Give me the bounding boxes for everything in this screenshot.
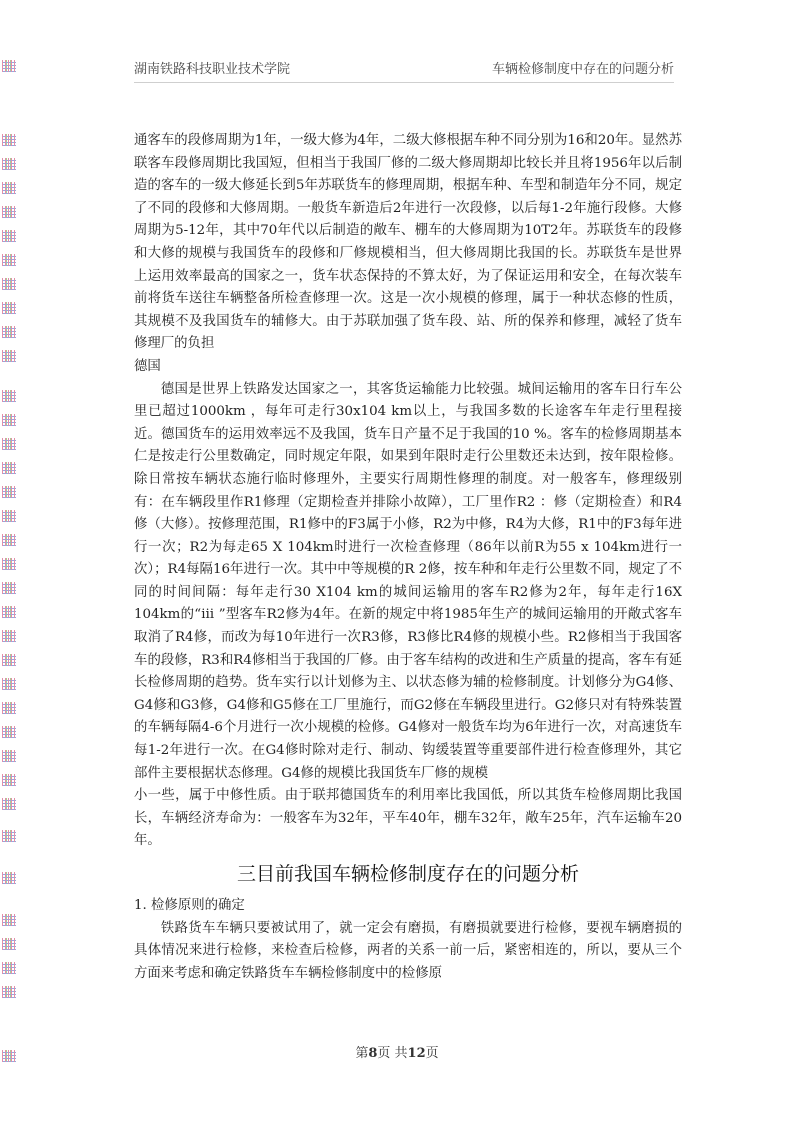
paragraph-inspection-principles: 铁路货车车辆只要被试用了，就一定会有磨损，有磨损就要进行检修，要视车辆磨损的具体情况来进行检修，来检查后检修，两者的关系一前一后，紧密相连的，所以，要从三个方面来考虑和确定铁路货车车辆检修制度中的检修原 (134, 920, 682, 981)
margin-noise (2, 60, 18, 1060)
subsection-title: 1. 检修原则的确定 (134, 898, 245, 913)
footer-page-total: 12 (407, 1046, 426, 1061)
margin-glyph (2, 702, 16, 714)
margin-glyph (2, 630, 16, 642)
margin-glyph (2, 582, 16, 594)
footer-middle: 页 共 (377, 1046, 408, 1061)
margin-glyph (2, 182, 16, 194)
margin-glyph (2, 606, 16, 618)
margin-glyph (2, 678, 16, 690)
header-institution: 湖南铁路科技职业技术学院 (134, 61, 291, 77)
header-document-title: 车辆检修制度中存在的问题分析 (491, 61, 674, 77)
page-footer (0, 1042, 794, 1061)
margin-glyph (2, 486, 16, 498)
margin-glyph (2, 278, 16, 290)
margin-glyph (2, 534, 16, 546)
paragraph-germany-continued: 小一些，属于中修性质。由于联邦德国货车的利用率比我国低，所以其货车检修周期比我国长，车辆经济寿命为：一般客车为32年，平车40年，棚车32年，敞车25年，汽车运输车20年。 (134, 788, 682, 849)
paragraph-germany: 德国是世界上铁路发达国家之一，其客货运输能力比较强。城间运输用的客车日行车公里已超过1000km ，每年可走行30x104 km以上，与我国多数的长途客车年走行里程接近。德国货车的运用效率远不及我国，货车日产量不足于我国的10 %。客车的检修周期基本仁是按走行公里数确定，同时规定年限，如果到年限时走行公里数还未达到，按年限检修。除日常按车辆状态施行临时修理外，主要实行周期性修理的制度。对一般客车，修理级别有：在车辆段里作R1修理（定期检查并排除小故障），工厂里作R2 ：修（定期检查）和R4修（大修）。按修理范围，R1修中的F3属于小修，R2为中修，R4为大修，R1中的F3每年进行一次；R2为每走65 X 104km时进行一次检查修理（86年以前R为55 x 104km进行一次）；R4每隔16年进行一次。其中中等规模的R 2修，按车种和年走行公里数不同，规定了不同的时间间隔：每年走行30 X104 km的城间运输用的客车R2修为2年，每年走行16X 104km的“ⅲ ”型客车R2修为4年。在新的规定中将1985年生产的城间运输用的开敞式客车取消了R4修，而改为每10年进行一次R3修，R3修比R4修的规模小些。R2修相当于我国客车的段修，R3和R4修相当于我国的厂修。由于客车结构的改进和生产质量的提高，客车有延长检修周期的趋势。货车实行以计划修为主、以状态修为辅的检修制度。计划修分为G4修、G4修和G3修，G4修和G5修在工厂里施行，而G2修在车辆段里进行。G2修只对有特殊装置的车辆每隔4-6个月进行一次小规模的检修。G4修对一般货车均为6年进行一次，对高速货车每1-2年进行一次。在G4修时除对走行、制动、钩缓装置等重要部件进行检查修理外，其它部件主要根据状态修理。G4修的规模比我国货车厂修的规模 (134, 381, 682, 781)
margin-glyph (2, 206, 16, 218)
paragraph-soviet-periods: 通客车的段修周期为1年，一级大修为4年，二级大修根据车种不同分别为16和20年。显然苏联客车段修周期比我国短，但相当于我国厂修的二级大修周期却比较长并且将1956年以后制造的客车的一级大修延长到5年苏联货车的修理周期，根据车种、车型和制造年分不同，规定了不同的段修和大修周期。一般货车新造后2年进行一次段修，以后每1-2年施行段修。大修周期为5-12年，其中70年代以后制造的敞车、棚车的大修周期为10T2年。苏联货车的段修和大修的规模与我国货车的段修和厂修规模相当，但大修周期比我国的长。苏联货车是世界上运用效率最高的国家之一，货车状态保持的不算太好，为了保证运用和安全，在每次装车前将货车送往车辆整备所检查修理一次。这是一次小规模的修理，属于一种状态修的性质，其规模不及我国货车的辅修大。由于苏联加强了货车段、站、所的保养和修理，减轻了货车修理厂的负担 (134, 133, 682, 352)
margin-glyph (2, 302, 16, 314)
heading-germany: 德国 (134, 358, 161, 374)
margin-glyph (2, 350, 16, 362)
margin-glyph (2, 390, 16, 402)
margin-glyph (2, 438, 16, 450)
document-body (134, 130, 682, 985)
margin-glyph (2, 798, 16, 810)
margin-glyph (2, 254, 16, 266)
margin-glyph (2, 414, 16, 426)
margin-glyph (2, 914, 16, 926)
margin-glyph (2, 462, 16, 474)
margin-glyph (2, 872, 16, 884)
margin-glyph (2, 558, 16, 570)
section-title: 三目前我国车辆检修制度存在的问题分析 (236, 863, 579, 885)
margin-glyph (2, 774, 16, 786)
margin-glyph (2, 134, 16, 146)
footer-prefix: 第 (355, 1046, 369, 1061)
margin-glyph (2, 158, 16, 170)
margin-glyph (2, 654, 16, 666)
footer-suffix: 页 (425, 1046, 439, 1061)
margin-glyph (2, 60, 16, 72)
margin-glyph (2, 230, 16, 242)
footer-page-number: 8 (368, 1046, 378, 1061)
margin-glyph (2, 986, 16, 998)
margin-glyph (2, 830, 16, 842)
margin-glyph (2, 962, 16, 974)
margin-glyph (2, 938, 16, 950)
page-header (134, 56, 674, 78)
margin-glyph (2, 750, 16, 762)
margin-glyph (2, 726, 16, 738)
header-divider (134, 82, 674, 83)
margin-glyph (2, 326, 16, 338)
margin-glyph (2, 510, 16, 522)
